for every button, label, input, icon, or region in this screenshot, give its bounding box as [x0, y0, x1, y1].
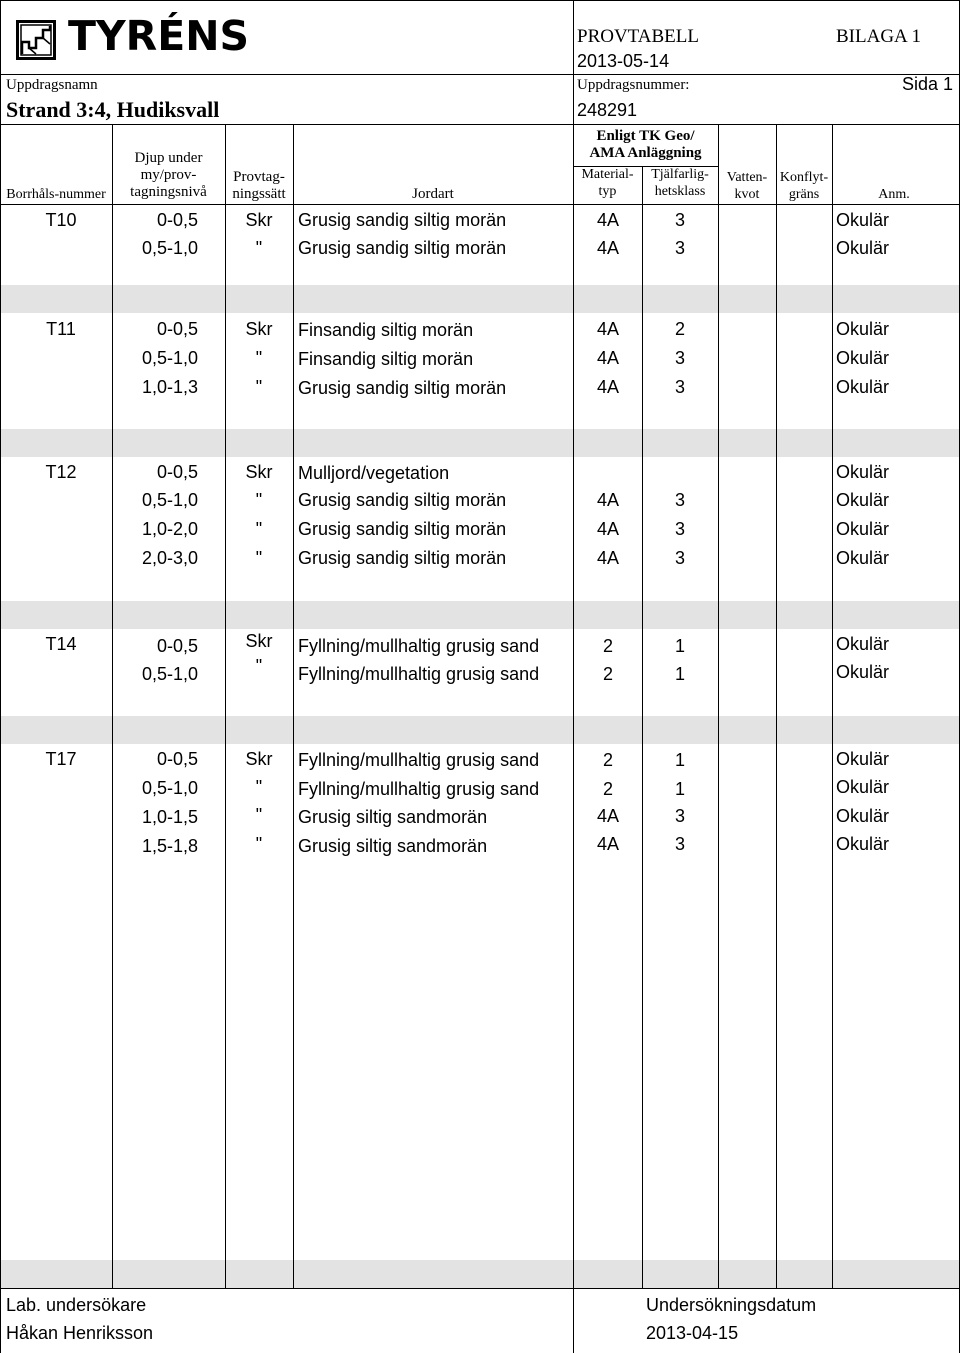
method: Skr [245, 462, 273, 482]
method: " [255, 656, 263, 676]
tjal: 3 [674, 490, 685, 510]
depth: 1,0-1,5 [141, 807, 198, 827]
depth: 0,5-1,0 [141, 238, 198, 258]
borehole-id: T14 [45, 634, 77, 654]
col-header-konflyt: Konflyt- gräns [779, 170, 829, 202]
soil: Grusig sandig siltig morän [298, 548, 507, 568]
survey-date-label: Undersökningsdatum [646, 1295, 817, 1315]
soil: Mulljord/vegetation [298, 463, 450, 483]
borehole-id: T11 [46, 319, 76, 339]
footer-divider [0, 1288, 960, 1289]
logo-icon [16, 20, 56, 60]
anm: Okulär [836, 777, 890, 797]
soil: Fyllning/mullhaltig grusig sand [298, 636, 540, 656]
soil: Grusig sandig siltig morän [298, 238, 507, 258]
anm: Okulär [836, 662, 890, 682]
material: 2 [602, 636, 613, 656]
col-header-group: Enligt TK Geo/ AMA Anläggning [589, 128, 702, 161]
col-line [293, 124, 294, 1288]
soil: Grusig sandig siltig morän [298, 519, 507, 539]
anm: Okulär [836, 462, 890, 482]
method: " [255, 777, 263, 797]
anm: Okulär [836, 806, 890, 826]
borehole-id: T12 [45, 462, 77, 482]
borehole-id: T10 [45, 210, 77, 230]
method: Skr [245, 210, 273, 230]
tjal: 1 [674, 750, 685, 770]
bilaga-label: BILAGA 1 [836, 26, 921, 47]
method: " [255, 348, 263, 368]
method: Skr [245, 319, 273, 339]
material: 4A [596, 519, 620, 539]
depth: 0-0,5 [156, 319, 198, 339]
depth: 0-0,5 [156, 636, 198, 656]
tjal: 3 [674, 210, 685, 230]
anm: Okulär [836, 749, 890, 769]
depth: 0,5-1,0 [141, 778, 198, 798]
method: " [255, 834, 263, 854]
uppdragsnamn-label: Uppdragsnamn [6, 77, 98, 93]
method: " [255, 238, 263, 258]
col-line [573, 124, 574, 1353]
header-divider [0, 124, 960, 125]
borehole-id: T17 [45, 749, 77, 769]
logo-text: TYRÉNS [68, 12, 250, 60]
tjal: 3 [674, 834, 685, 854]
method: " [255, 377, 263, 397]
method: " [255, 490, 263, 510]
material: 2 [602, 664, 613, 684]
col-header-jordart: Jordart [412, 186, 454, 202]
anm: Okulär [836, 238, 890, 258]
tjal: 3 [674, 548, 685, 568]
depth: 2,0-3,0 [141, 548, 198, 568]
material: 4A [596, 238, 620, 258]
survey-date: 2013-04-15 [646, 1323, 739, 1343]
soil: Grusig sandig siltig morän [298, 210, 507, 230]
tjal: 2 [674, 319, 685, 339]
depth: 0,5-1,0 [141, 348, 198, 368]
method: Skr [245, 749, 273, 769]
soil: Fyllning/mullhaltig grusig sand [298, 750, 540, 770]
depth: 1,0-2,0 [141, 519, 198, 539]
material: 4A [596, 319, 620, 339]
soil: Fyllning/mullhaltig grusig sand [298, 664, 540, 684]
col-line [776, 124, 777, 1288]
col-header-tjal: Tjälfarlig- hetsklass [651, 167, 709, 199]
col-header-vatten: Vatten- kvot [726, 170, 768, 202]
separator-band [0, 429, 960, 457]
anm: Okulär [836, 634, 890, 654]
depth: 0-0,5 [156, 462, 198, 482]
col-header-borrhal: Borrhåls-nummer [6, 187, 106, 202]
col-header-djup: Djup under my/prov- tagningsnivå [130, 150, 207, 200]
material: 4A [596, 834, 620, 854]
tjal: 1 [674, 779, 685, 799]
tjal: 3 [674, 519, 685, 539]
col-header-anm: Anm. [878, 187, 910, 202]
col-header-provtag: Provtag- ningssätt [232, 169, 286, 202]
tjal: 1 [674, 636, 685, 656]
material: 2 [602, 779, 613, 799]
method: Skr [245, 631, 273, 651]
uppdragsnummer-value: 248291 [577, 100, 638, 120]
soil: Grusig siltig sandmorän [298, 807, 488, 827]
doc-date: 2013-05-14 [577, 51, 670, 71]
soil: Fyllning/mullhaltig grusig sand [298, 779, 540, 799]
separator-band [0, 601, 960, 629]
method: " [255, 805, 263, 825]
soil: Finsandig siltig morän [298, 320, 474, 340]
depth: 0-0,5 [156, 749, 198, 769]
lab-label: Lab. undersökare [6, 1295, 147, 1315]
soil: Grusig sandig siltig morän [298, 378, 507, 398]
tjal: 3 [674, 238, 685, 258]
soil: Finsandig siltig morän [298, 349, 474, 369]
material: 4A [596, 548, 620, 568]
uppdragsnummer-label: Uppdragsnummer: [577, 77, 690, 93]
separator-band [0, 285, 960, 313]
method: " [255, 548, 263, 568]
doc-title: PROVTABELL [577, 26, 699, 47]
separator-band [0, 716, 960, 744]
anm: Okulär [836, 210, 890, 230]
depth: 1,5-1,8 [141, 836, 198, 856]
material: 4A [596, 377, 620, 397]
col-line [112, 124, 113, 1288]
anm: Okulär [836, 319, 890, 339]
column-header-divider [0, 204, 960, 205]
title-split [573, 0, 574, 124]
col-header-material: Material- typ [581, 167, 634, 199]
title-divider [0, 74, 960, 75]
anm: Okulär [836, 834, 890, 854]
col-line [832, 124, 833, 1288]
material: 4A [596, 806, 620, 826]
tjal: 1 [674, 664, 685, 684]
material: 2 [602, 750, 613, 770]
col-line [225, 124, 226, 1288]
anm: Okulär [836, 348, 890, 368]
depth: 0,5-1,0 [141, 490, 198, 510]
soil: Grusig sandig siltig morän [298, 490, 507, 510]
depth: 1,0-1,3 [141, 377, 198, 397]
material: 4A [596, 348, 620, 368]
uppdragsnamn-value: Strand 3:4, Hudiksvall [6, 97, 220, 122]
tjal: 3 [674, 377, 685, 397]
col-line [718, 124, 719, 1288]
method: " [255, 519, 263, 539]
anm: Okulär [836, 490, 890, 510]
material: 4A [596, 210, 620, 230]
depth: 0-0,5 [156, 210, 198, 230]
top-border [0, 0, 960, 1]
lab-name: Håkan Henriksson [6, 1323, 154, 1343]
anm: Okulär [836, 519, 890, 539]
separator-band [0, 1260, 960, 1288]
tjal: 3 [674, 806, 685, 826]
material: 4A [596, 490, 620, 510]
soil: Grusig siltig sandmorän [298, 836, 488, 856]
tjal: 3 [674, 348, 685, 368]
anm: Okulär [836, 377, 890, 397]
page-number: Sida 1 [902, 74, 954, 94]
depth: 0,5-1,0 [141, 664, 198, 684]
anm: Okulär [836, 548, 890, 568]
